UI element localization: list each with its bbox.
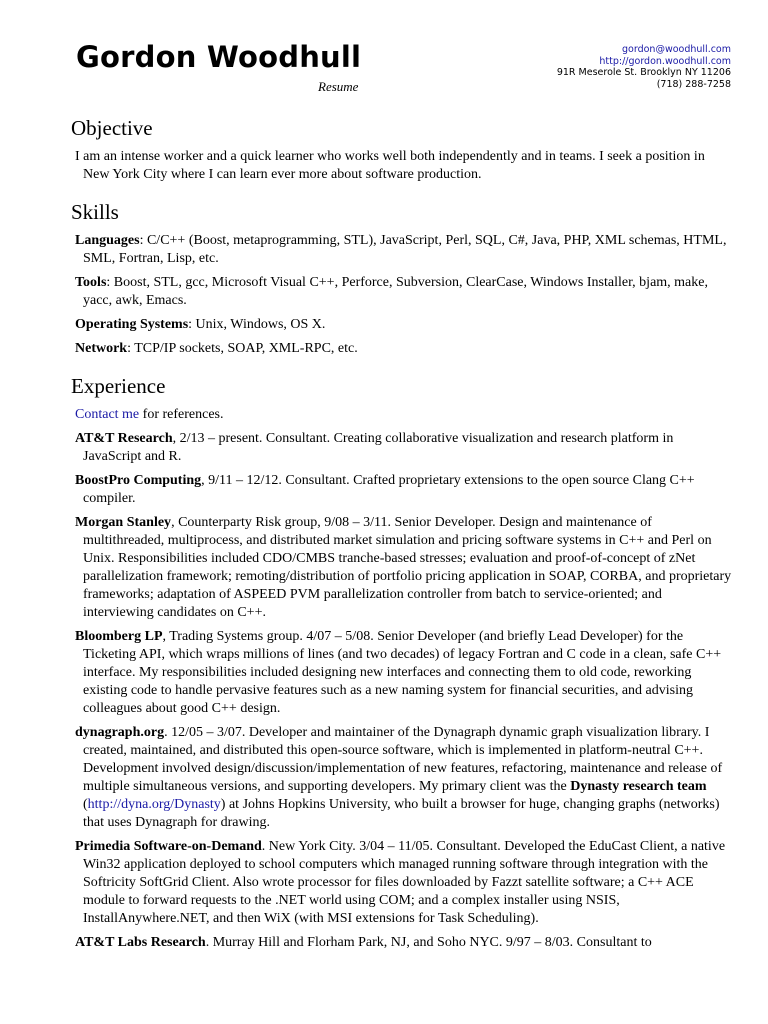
job-text: . New York City. 3/04 – 11/05. Consultant. Developed the EduCast Client, a native Win32 application deployed to school computers which managed running software through integration with the Softricity SoftGrid Client. Also wrote processor for files downloaded by Fazzt satellite software; a C++ ACE module to forward requests to the .NET world using COM; and a complex installer using NSIS, InstallAnywhere.NET, and then WiX (with MSI extensions for Task Scheduling). — [83, 839, 726, 926]
skills-heading: Skills — [71, 200, 119, 224]
skill-text: : C/C++ (Boost, metaprogramming, STL), JavaScript, Perl, SQL, C#, Java, PHP, XML schemas, HTML, SML, Fortran, Lisp, etc. — [83, 233, 727, 266]
objective-section — [71, 114, 733, 184]
resume-name: Gordon Woodhull — [76, 40, 362, 74]
dynasty-team-label: Dynasty research team — [570, 779, 707, 794]
skill-text: : Boost, STL, gcc, Microsoft Visual C++, Perforce, Subversion, ClearCase, Windows Installer, bjam, make, yacc, awk, Emacs. — [83, 275, 708, 308]
skill-item — [75, 274, 733, 310]
job-text-continued: ) at Johns Hopkins University, who built a browser for huge, changing graphs (networks) that uses Dynagraph for drawing. — [83, 797, 720, 830]
skill-label: Languages — [75, 233, 140, 248]
skill-label: Tools — [75, 275, 107, 290]
experience-heading: Experience — [71, 374, 166, 398]
job-entry — [75, 934, 733, 952]
resume-subtitle: Resume — [318, 79, 359, 94]
references-line — [75, 406, 733, 424]
website-link[interactable]: http://gordon.woodhull.com — [599, 55, 731, 67]
job-text: , 9/11 – 12/12. Consultant. Crafted proprietary extensions to the open source Clang C++ compiler. — [83, 473, 695, 506]
job-entry — [75, 838, 733, 928]
dynasty-link[interactable]: http://dyna.org/Dynasty — [87, 797, 221, 812]
email-link[interactable]: gordon@woodhull.com — [622, 44, 731, 55]
skill-label: Network — [75, 341, 128, 356]
job-org: BoostPro Computing — [75, 473, 202, 488]
resume-content — [71, 114, 733, 966]
references-text: for references. — [139, 407, 224, 422]
objective-text: I am an intense worker and a quick learner who works well both independently and in teams. I seek a position in New York City where I can learn ever more about software production. — [75, 149, 705, 182]
job-org: AT&T Labs Research — [75, 935, 206, 950]
address: 91R Meserole St. Brooklyn NY 11206 — [556, 67, 731, 78]
skill-text: : TCP/IP sockets, SOAP, XML-RPC, etc. — [127, 341, 358, 356]
skills-section — [71, 198, 733, 358]
job-org: Primedia Software-on-Demand — [75, 839, 262, 854]
job-entry — [75, 628, 733, 718]
job-text: . 12/05 – 3/07. Developer and maintainer of the Dynagraph dynamic graph visualization library. I created, maintained, and distributed this open-source software, which is implemented in platform-neutral C++. Development involved design/discussion/implementation of new features, refactoring, maintenance and release of multiple simultaneous versions, and supporting developers. My primary client was the — [83, 725, 723, 794]
job-text: , Trading Systems group. 4/07 – 5/08. Senior Developer (and briefly Lead Developer) for the Ticketing API, which wraps millions of lines (and two decades) of legacy Fortran and C code in a clean, safe C++ interface. My responsibilities included designing new interfaces and connecting them to old code, reworking existing code to handle pervasive features such as a new naming system for financial securities, and advising colleagues about good C++ design. — [83, 629, 722, 716]
job-text: , 2/13 – present. Consultant. Creating collaborative visualization and research platform in JavaScript and R. — [83, 431, 674, 464]
contact-block — [557, 44, 731, 90]
experience-section — [71, 372, 733, 952]
job-text: , Counterparty Risk group, 9/08 – 3/11. Senior Developer. Design and maintenance of multithreaded, multiprocess, and distributed market simulation and pricing software systems in C++ and Perl on Unix. Responsibilities included CDO/CMBS tranche-based stresses; evaluation and proof-of-concept of zNet parallelization framework; remoting/distribution of portfolio pricing application in SOAP, CORBA, and proprietary frameworks; adaptation of ASPEED PVM parallelization controller from batch to service-oriented; and interviewing candidates on C++. — [83, 515, 732, 620]
skill-text: : Unix, Windows, OS X. — [188, 317, 326, 332]
skill-item — [75, 340, 733, 358]
link-open-paren: ( — [83, 797, 88, 812]
skill-label: Operating Systems — [75, 317, 189, 332]
phone: (718) 288-7258 — [656, 78, 731, 90]
job-entry-dynagraph — [75, 724, 733, 832]
job-entry — [75, 430, 733, 466]
job-entry — [75, 514, 733, 622]
job-org: Morgan Stanley — [75, 515, 172, 530]
objective-heading: Objective — [71, 116, 153, 140]
skill-item — [75, 232, 733, 268]
skill-item — [75, 316, 733, 334]
job-entry — [75, 472, 733, 508]
contact-me-link[interactable]: Contact me — [75, 407, 140, 422]
job-text: . Murray Hill and Florham Park, NJ, and Soho NYC. 9/97 – 8/03. Consultant to — [205, 935, 652, 950]
job-org: Bloomberg LP — [75, 629, 163, 644]
job-org: AT&T Research — [75, 431, 173, 446]
job-org: dynagraph.org — [75, 725, 165, 740]
